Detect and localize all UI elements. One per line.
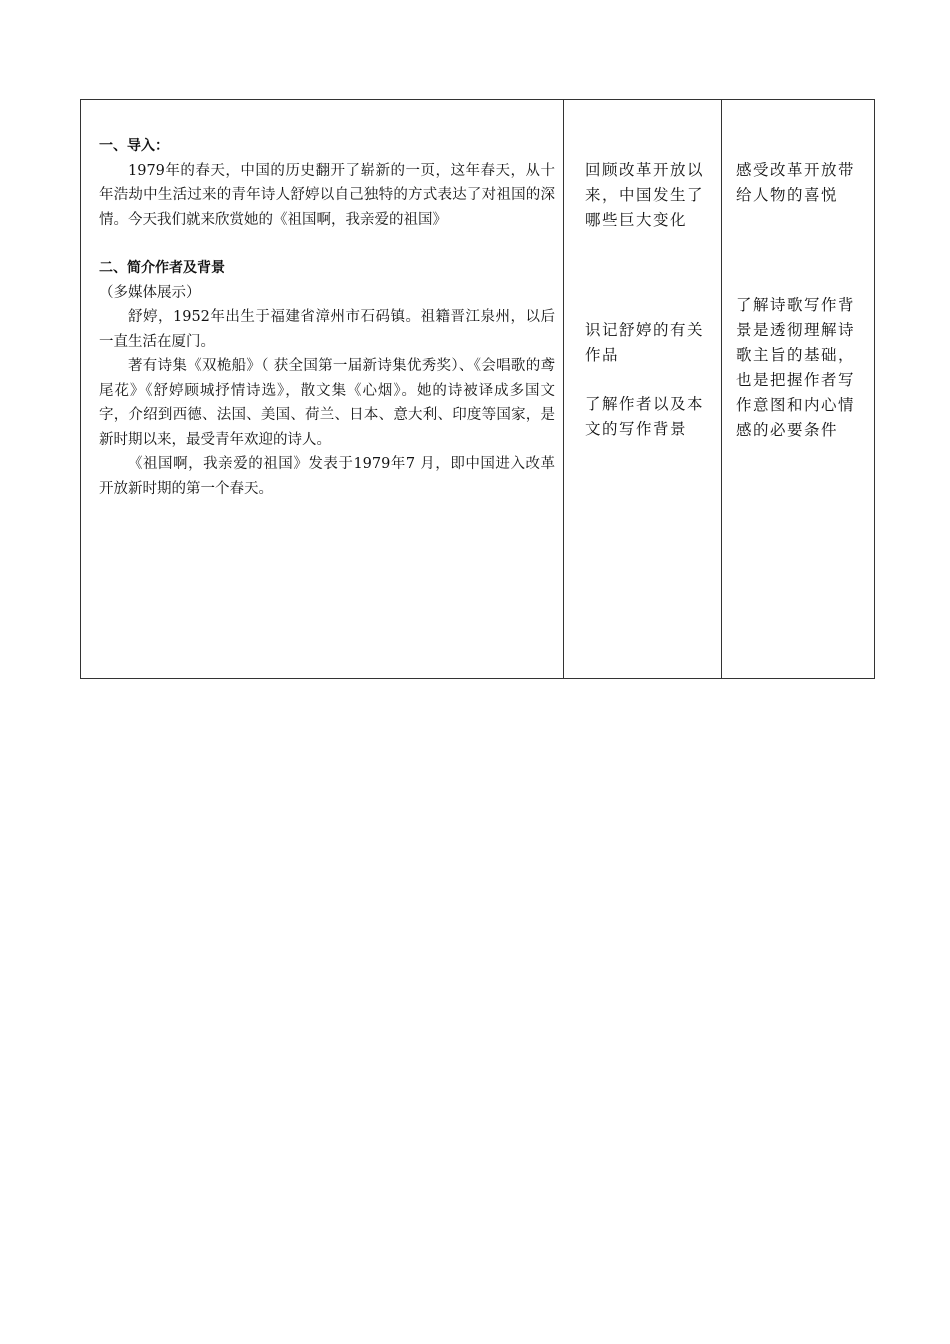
purpose-column [722,100,875,678]
section2-note: （多媒体展示） [99,284,201,301]
purpose-item-background: 了解诗歌写作背景是透彻理解诗歌主旨的基础，也是把握作者写作意图和内心情感的必要条件 [736,296,856,439]
activity-item-review: 回顾改革开放以来，中国发生了哪些巨大变化 [585,161,705,229]
activity-column [564,100,721,678]
content-column [81,100,563,678]
section1-paragraph: 1979年的春天，中国的历史翻开了崭新的一页，这年春天，从十年浩劫中生活过来的青年诗人舒婷以自己独特的方式表达了对祖国的深情。今天我们就来欣赏她的《祖国啊，我亲爱的祖国》 [99,162,555,228]
purpose-item-joy: 感受改革开放带给人物的喜悦 [736,161,856,204]
lesson-table [80,99,875,679]
section2-paragraph-works: 著有诗集《双桅船》（ 获全国第一届新诗集优秀奖）、《会唱歌的鸢尾花》《舒婷顾城抒情诗选》，散文集《心烟》。她的诗被译成多国文字，介绍到西德、法国、美国、荷兰、日本、意大利、印度等国家，是新时期以来，最受青年欢迎的诗人。 [99,358,555,448]
activity-item-background: 了解作者以及本文的写作背景 [585,395,705,438]
section2-paragraph-author: 舒婷，1952年出生于福建省漳州市石码镇。祖籍晋江泉州，以后一直生活在厦门。 [99,309,555,350]
activity-item-works: 识记舒婷的有关作品 [585,321,705,364]
section2-heading: 二、简介作者及背景 [99,260,225,276]
section2-paragraph-publication: 《祖国啊，我亲爱的祖国》发表于1979年7 月，即中国进入改革开放新时期的第一个春天。 [99,456,555,497]
section1-heading: 一、导入： [99,138,169,154]
